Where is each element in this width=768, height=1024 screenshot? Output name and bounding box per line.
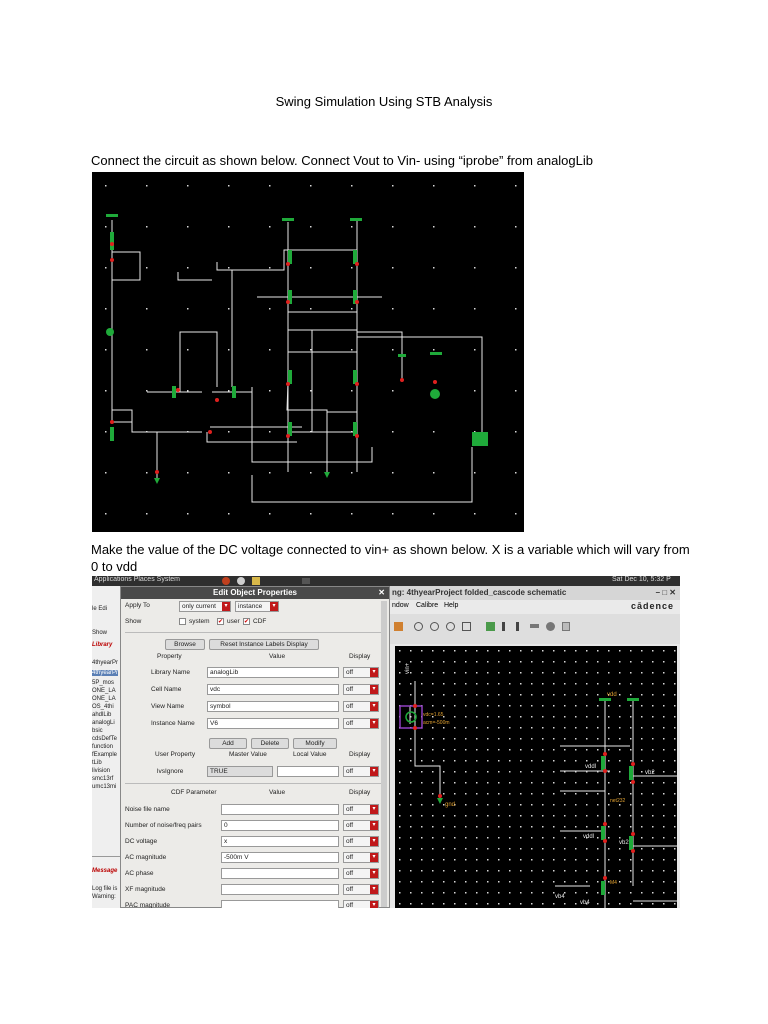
cdf-row-label: AC phase (125, 870, 154, 877)
net-label-vb4: vb4 (555, 894, 565, 900)
net-label-vdd: vdd (607, 692, 617, 698)
browse-button[interactable]: Browse (165, 639, 205, 650)
noise-pairs-field[interactable]: 0 (221, 820, 339, 831)
instance-name-field[interactable]: V6 (207, 718, 339, 729)
list-item[interactable]: tLib (92, 760, 102, 766)
list-item[interactable]: le Edi (92, 606, 108, 612)
cell-name-display-select[interactable]: off ▾ (343, 684, 379, 695)
show-cdf-label: CDF (253, 618, 267, 625)
firefox-icon[interactable] (222, 577, 230, 585)
list-item-selected[interactable]: 4thyearPr (92, 670, 119, 676)
dialog-scrollbar[interactable] (381, 601, 387, 907)
chevron-down-icon: ▾ (370, 668, 378, 677)
chevron-down-icon: ▾ (370, 901, 378, 908)
zoom-box-icon[interactable] (462, 622, 471, 631)
net-label-vin: vin+ (405, 662, 411, 674)
tool-icon[interactable] (394, 622, 403, 631)
chevron-down-icon: ▾ (370, 837, 378, 846)
list-item[interactable]: 4thyearPr (92, 660, 119, 666)
param-vdc: vdc=1.65 (423, 712, 444, 718)
display-column-header: Display (349, 653, 371, 660)
cdf-parameter-header: CDF Parameter (171, 789, 217, 796)
cdf-row-label: PAC magnitude (125, 902, 171, 908)
xf-magnitude-field[interactable] (221, 884, 339, 895)
zoom-out-icon[interactable] (430, 622, 439, 631)
modify-button[interactable]: Modify (293, 738, 337, 749)
pac-magnitude-field[interactable] (221, 900, 339, 908)
zoom-fit-icon[interactable] (446, 622, 455, 631)
instance-name-label: Instance Name (151, 720, 195, 727)
cdf-display-select[interactable]: off ▾ (343, 868, 379, 879)
menu-calibre[interactable]: Calibre (416, 602, 439, 609)
noise-file-field[interactable] (221, 804, 339, 815)
edit-object-properties-dialog (120, 586, 390, 908)
cell-name-field[interactable]: vdc (207, 684, 339, 695)
pin-icon[interactable] (502, 622, 505, 631)
dialog-title: Edit Object Properties (212, 588, 298, 597)
list-item[interactable]: smc13rf (92, 776, 114, 782)
clock: Sat Dec 10, 5:32 P (612, 576, 671, 583)
chevron-down-icon: ▾ (370, 805, 378, 814)
net-label-vddl: vddl (585, 764, 597, 770)
chevron-down-icon: ▾ (370, 853, 378, 862)
net-label-vddl-lower: vddl (583, 834, 595, 840)
show-user-label: user (227, 618, 240, 625)
schematic-drawing-2 (395, 646, 677, 908)
cdf-row-label: XF magnitude (125, 886, 166, 893)
note-icon[interactable] (530, 624, 539, 628)
zoom-in-icon[interactable] (414, 622, 423, 631)
show-system-checkbox[interactable] (179, 618, 186, 625)
wires (112, 220, 482, 502)
show-cdf-checkbox[interactable]: ✔ (244, 619, 250, 625)
lvsignore-label: lvsIgnore (157, 768, 184, 775)
cdf-display-select[interactable]: off ▾ (343, 900, 379, 908)
list-item[interactable]: Show (92, 630, 108, 636)
add-button[interactable]: Add (209, 738, 247, 749)
view-name-field[interactable]: symbol (207, 701, 339, 712)
net-label-net232: net232 (610, 798, 626, 804)
list-item[interactable]: analogLi (92, 720, 115, 726)
chevron-down-icon: ▾ (370, 821, 378, 830)
chevron-down-icon: ▾ (370, 719, 378, 728)
value-column-header: Value (269, 653, 286, 660)
devices (400, 698, 639, 895)
list-item[interactable]: livision (92, 768, 111, 774)
devices (106, 214, 488, 484)
instruction-paragraph-2: Make the value of the DC voltage connected to vin+ as shown below. X is a variable which will vary from 0 to vdd (91, 542, 690, 574)
library-name-display-select[interactable]: off ▾ (343, 667, 379, 678)
show-system-label: system (189, 618, 210, 625)
log-line: Log file is (92, 886, 118, 892)
list-item[interactable]: ahdlLib (92, 712, 112, 718)
dc-voltage-field[interactable]: x (221, 836, 339, 847)
apply-scope-select[interactable]: instance ▾ (235, 601, 279, 612)
cdf-display-select[interactable]: off ▾ (343, 836, 379, 847)
chevron-down-icon: ▾ (370, 869, 378, 878)
document-title: Swing Simulation Using STB Analysis (275, 94, 493, 109)
label-icon[interactable] (516, 622, 519, 631)
library-name-field[interactable]: analogLib (207, 667, 339, 678)
chevron-down-icon: ▾ (370, 702, 378, 711)
master-value-header: Master Value (229, 751, 267, 758)
cdf-display-header: Display (349, 789, 371, 796)
net-label-gnd: gnd (445, 802, 456, 808)
reset-labels-button[interactable]: Reset Instance Labels Display (209, 639, 319, 650)
list-item[interactable]: fExample (92, 752, 118, 758)
cadence-screenshot (92, 576, 680, 908)
cdf-row-label: Number of noise/freq pairs (125, 822, 202, 829)
log-line: Warning: (92, 894, 116, 900)
check-icon[interactable] (546, 622, 555, 631)
chevron-down-icon: ▾ (222, 602, 230, 611)
cdf-display-select[interactable]: off ▾ (343, 820, 379, 831)
close-icon[interactable]: ✕ (378, 588, 385, 597)
lvsignore-local-field[interactable] (277, 766, 339, 777)
schematic-image-1 (92, 172, 524, 532)
schematic-window-titlebar (390, 586, 680, 600)
cdf-row-label: DC voltage (125, 838, 158, 845)
ac-magnitude-field[interactable]: -500m V (221, 852, 339, 863)
param-acm: acm=-500m (423, 720, 450, 726)
grid-dots (105, 185, 517, 515)
list-item[interactable]: 5P_mos (92, 680, 115, 686)
list-item[interactable]: bsic (92, 728, 103, 734)
property-column-header: Property (157, 653, 182, 660)
list-item[interactable]: ONE_LA (92, 688, 116, 694)
net-label-vb4-lower: vb4 (580, 900, 590, 906)
cdf-value-header: Value (269, 789, 286, 796)
schematic-window (390, 586, 680, 908)
pins (413, 704, 635, 880)
desktop-top-bar (92, 576, 680, 586)
delete-button[interactable]: Delete (251, 738, 289, 749)
view-name-display-select[interactable]: off ▾ (343, 701, 379, 712)
ac-phase-field[interactable] (221, 868, 339, 879)
cdf-display-select[interactable]: off ▾ (343, 852, 379, 863)
show-user-checkbox[interactable]: ✔ (218, 619, 224, 625)
schematic-menubar (390, 600, 680, 614)
show-label: Show (125, 618, 142, 625)
list-item[interactable]: function (92, 744, 114, 750)
pins (110, 242, 437, 474)
schematic-drawing-1 (92, 172, 524, 532)
menu-window[interactable]: ndow (392, 602, 409, 609)
window-title: ng: 4thyearProject folded_cascode schematic (392, 588, 567, 597)
library-heading: Library (92, 642, 113, 648)
chevron-down-icon: ▾ (270, 602, 278, 611)
save-icon[interactable] (562, 622, 570, 631)
window-controls[interactable]: – □ ✕ (655, 588, 676, 597)
terminal-icon[interactable] (302, 578, 310, 584)
cadence-logo: cādence (630, 601, 674, 611)
library-name-label: Library Name (151, 669, 191, 676)
cdf-row-label: Noise file name (125, 806, 170, 813)
schematic-toolbar (390, 614, 680, 644)
cell-name-label: Cell Name (151, 686, 182, 693)
cdf-display-select[interactable]: off ▾ (343, 804, 379, 815)
help-icon[interactable] (237, 577, 245, 585)
chevron-down-icon: ▾ (370, 767, 378, 776)
local-value-header: Local Value (293, 751, 327, 758)
user-display-header: Display (349, 751, 371, 758)
list-item[interactable]: umc13mi (92, 784, 117, 790)
lvsignore-master-field: TRUE (207, 766, 273, 777)
view-name-label: View Name (151, 703, 185, 710)
chevron-down-icon: ▾ (370, 685, 378, 694)
cdf-display-select[interactable]: off ▾ (343, 884, 379, 895)
applications-menu[interactable]: Applications Places System (94, 576, 180, 583)
list-item[interactable]: cdsDefTe (92, 736, 118, 742)
schematic-canvas[interactable] (395, 646, 677, 908)
net-label-vb2-lower: vb2 (619, 840, 629, 846)
instruction-paragraph-1: Connect the circuit as shown below. Connect Vout to Vin- using “iprobe” from analogLib (91, 153, 593, 168)
lvsignore-display-select[interactable]: off ▾ (343, 766, 379, 777)
cdf-row-label: AC magnitude (125, 854, 167, 861)
dialog-titlebar (121, 587, 389, 599)
list-item[interactable]: ONE_LA (92, 696, 116, 702)
chevron-down-icon: ▾ (370, 885, 378, 894)
apply-to-label: Apply To (125, 602, 150, 609)
net-label-vb2: vb2 (645, 770, 655, 776)
instance-name-display-select[interactable]: off ▾ (343, 718, 379, 729)
notes-icon[interactable] (252, 577, 260, 585)
list-item[interactable]: OS_4thi (92, 704, 114, 710)
library-manager-strip (92, 586, 121, 908)
wire-icon[interactable] (486, 622, 495, 631)
message-heading: Message (92, 868, 118, 874)
device-label-m4: M4 (610, 880, 617, 886)
apply-to-select[interactable]: only current ▾ (179, 601, 231, 612)
menu-help[interactable]: Help (444, 602, 459, 609)
user-property-header: User Property (155, 751, 196, 758)
